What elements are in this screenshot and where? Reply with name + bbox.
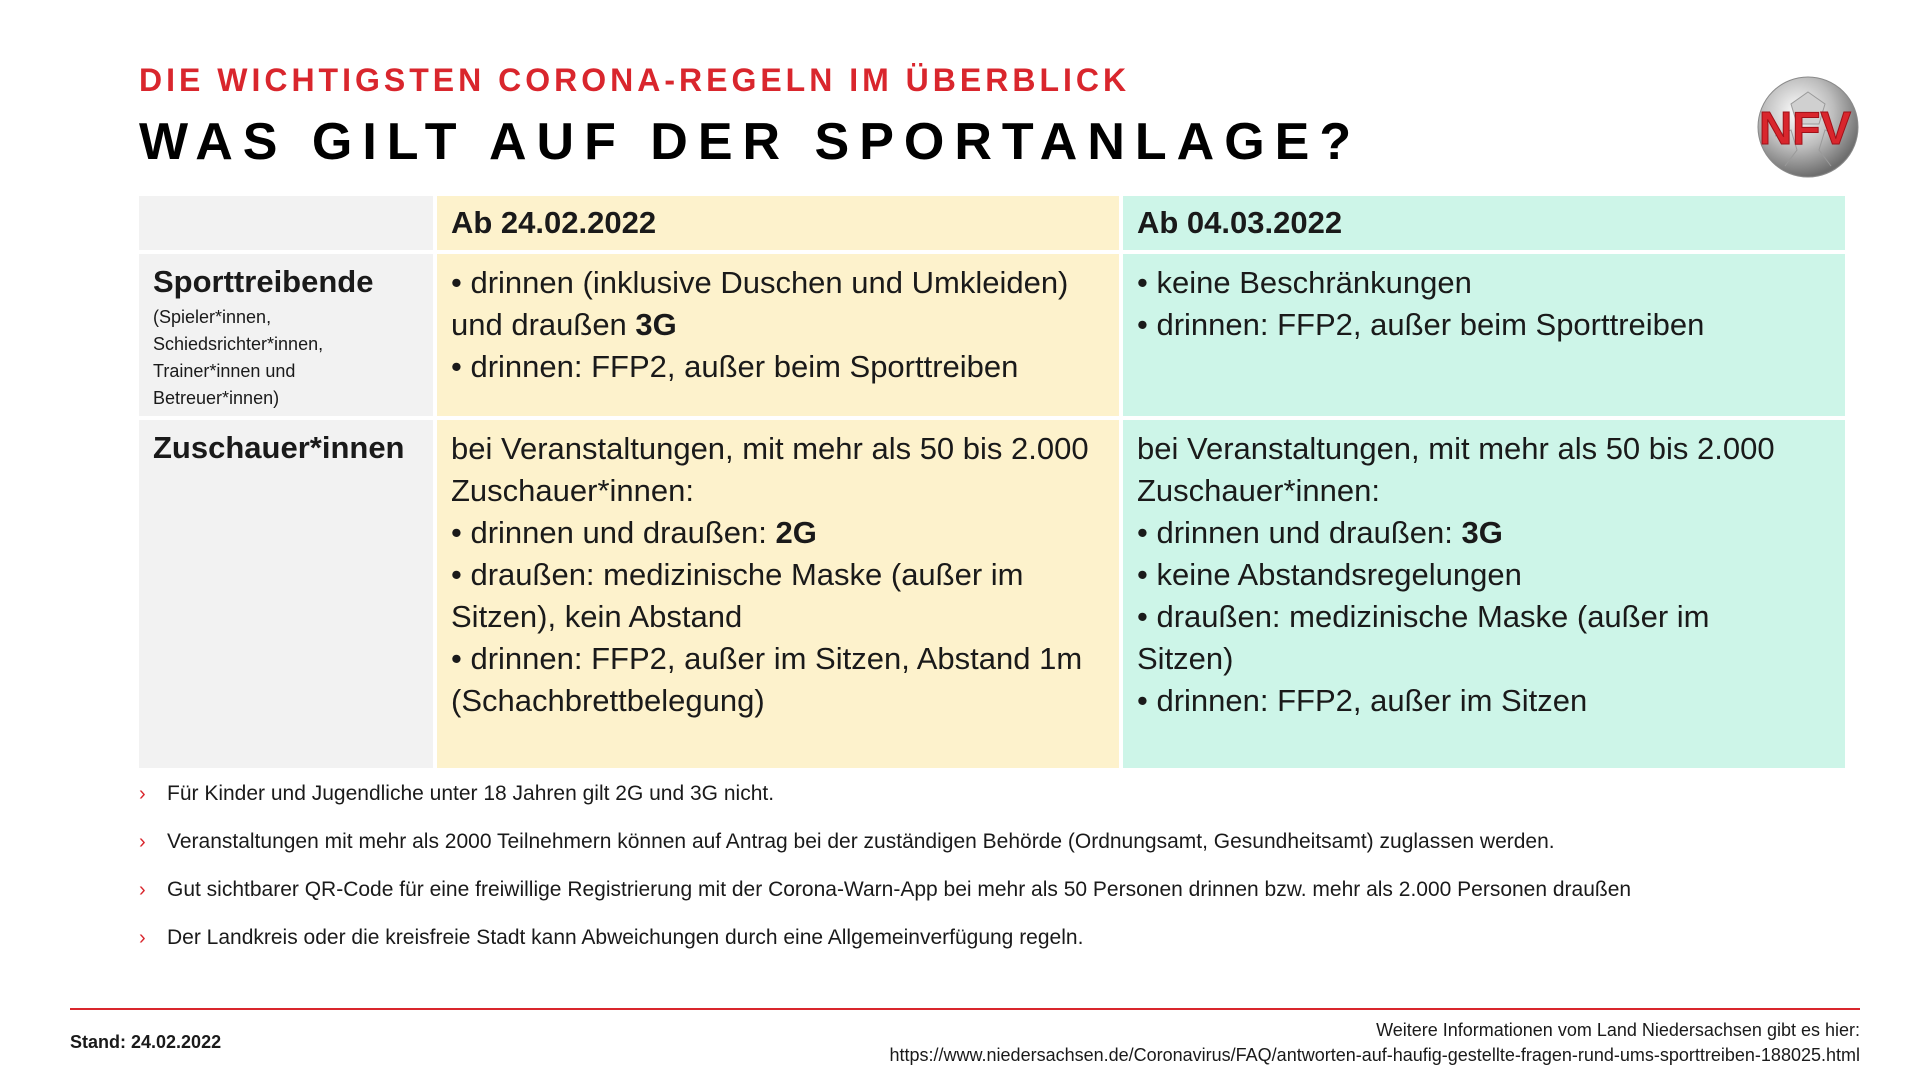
note-item: › Für Kinder und Jugendliche unter 18 Jahren gilt 2G und 3G nicht. bbox=[139, 780, 1839, 828]
cell-line: • keine Abstandsregelungen bbox=[1137, 557, 1522, 592]
cell-line: • drinnen und draußen: 2G bbox=[451, 515, 817, 550]
cell-line: • drinnen: FFP2, außer beim Sporttreiben bbox=[451, 349, 1019, 384]
slide-title: WAS GILT AUF DER SPORTANLAGE? bbox=[139, 113, 1362, 171]
row-label-sporttreibende bbox=[139, 254, 433, 416]
cell-line: Zuschauer*innen: bbox=[1137, 473, 1380, 508]
slide-subtitle: DIE WICHTIGSTEN CORONA-REGELN IM ÜBERBLICK bbox=[139, 62, 1131, 98]
cell-line: • keine Beschränkungen bbox=[1137, 265, 1472, 300]
row-label-zuschauer bbox=[139, 420, 433, 768]
cell-line: • drinnen: FFP2, außer im Sitzen bbox=[1137, 683, 1588, 718]
cell-sporttreibende-04-03 bbox=[1123, 254, 1845, 416]
footer-info bbox=[890, 1018, 1861, 1068]
cell-line: Sitzen), kein Abstand bbox=[451, 599, 743, 634]
row-label-title: Sporttreibende bbox=[153, 264, 374, 299]
cell-line: (Schachbrettbelegung) bbox=[451, 683, 765, 718]
cell-line: Sitzen) bbox=[1137, 641, 1234, 676]
chevron-right-icon: › bbox=[139, 783, 146, 805]
chevron-right-icon: › bbox=[139, 879, 146, 901]
note-item: › Veranstaltungen mit mehr als 2000 Teilnehmern können auf Antrag bei der zuständigen Behörde (Ordnungsamt, Gesundheitsamt) zuglassen werden. bbox=[139, 828, 1839, 876]
notes-list bbox=[139, 780, 1839, 972]
footer-info-link[interactable]: https://www.niedersachsen.de/Coronavirus/FAQ/antworten-auf-haufig-gestellte-fragen-rund-ums-sporttreiben-188025.html bbox=[889, 1045, 1860, 1065]
cell-line: • draußen: medizinische Maske (außer im bbox=[1137, 599, 1710, 634]
row-label-title: Zuschauer*innen bbox=[153, 430, 405, 465]
footer-info-text: Weitere Informationen vom Land Niedersachsen gibt es hier: bbox=[1376, 1020, 1860, 1040]
note-item: › Der Landkreis oder die kreisfreie Stadt kann Abweichungen durch eine Allgemeinverfügung regeln. bbox=[139, 924, 1839, 972]
cell-line: und draußen 3G bbox=[451, 307, 677, 342]
footer-divider bbox=[70, 1008, 1860, 1010]
note-item: › Gut sichtbarer QR-Code für eine freiwillige Registrierung mit der Corona-Warn-App bei mehr als 50 Personen drinnen bzw. mehr als 2.000 Personen draußen bbox=[139, 876, 1839, 924]
svg-text:NFV: NFV bbox=[1759, 102, 1851, 154]
footer-stand-date: Stand: 24.02.2022 bbox=[70, 1032, 222, 1052]
cell-sporttreibende-24-02 bbox=[437, 254, 1119, 416]
column-header-ab-24-02: Ab 24.02.2022 bbox=[437, 196, 1119, 250]
nfv-logo bbox=[1745, 74, 1865, 180]
cell-zuschauer-24-02 bbox=[437, 420, 1119, 768]
cell-line: Zuschauer*innen: bbox=[451, 473, 694, 508]
cell-zuschauer-04-03 bbox=[1123, 420, 1845, 768]
cell-line: bei Veranstaltungen, mit mehr als 50 bis 2.000 bbox=[451, 431, 1089, 466]
cell-line: • drinnen: FFP2, außer beim Sporttreiben bbox=[1137, 307, 1705, 342]
rules-table bbox=[139, 196, 1837, 768]
cell-line: bei Veranstaltungen, mit mehr als 50 bis 2.000 bbox=[1137, 431, 1775, 466]
table-corner bbox=[139, 196, 433, 250]
cell-line: • drinnen (inklusive Duschen und Umkleiden) bbox=[451, 265, 1069, 300]
column-header-ab-04-03: Ab 04.03.2022 bbox=[1123, 196, 1845, 250]
cell-line: • draußen: medizinische Maske (außer im bbox=[451, 557, 1024, 592]
chevron-right-icon: › bbox=[139, 927, 146, 949]
cell-line: • drinnen: FFP2, außer im Sitzen, Abstand 1m bbox=[451, 641, 1083, 676]
chevron-right-icon: › bbox=[139, 831, 146, 853]
row-label-subtitle: (Spieler*innen, Schiedsrichter*innen, Trainer*innen und Betreuer*innen) bbox=[153, 307, 324, 408]
cell-line: • drinnen und draußen: 3G bbox=[1137, 515, 1503, 550]
